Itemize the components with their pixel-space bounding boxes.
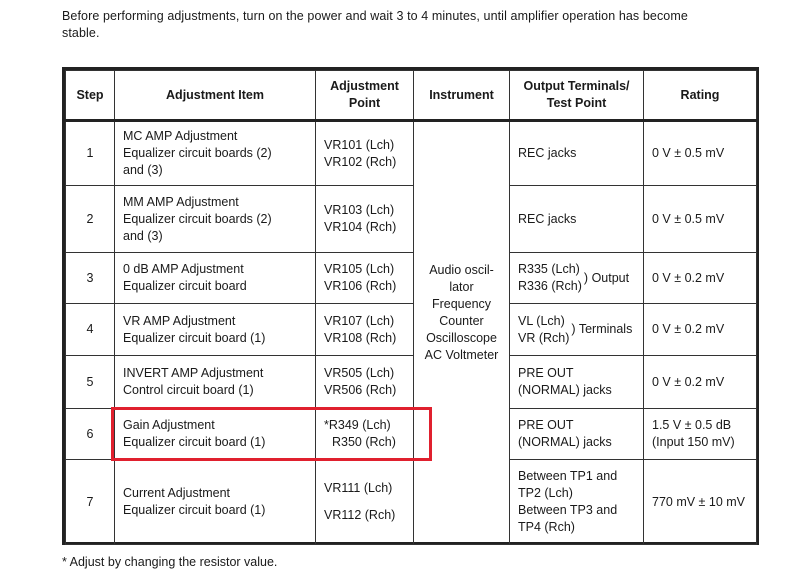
table-row bbox=[66, 304, 757, 356]
step-cell: 1 bbox=[66, 121, 115, 186]
header-instrument: Instrument bbox=[414, 71, 510, 121]
point-cell: VR505 (Lch) VR506 (Rch) bbox=[316, 356, 414, 409]
header-point: Adjustment Point bbox=[316, 71, 414, 121]
adjustment-table-frame bbox=[62, 67, 759, 545]
intro-line-2: stable. bbox=[62, 26, 100, 40]
rating-cell: 1.5 V ± 0.5 dB (Input 150 mV) bbox=[644, 409, 757, 460]
footnote: * Adjust by changing the resistor value. bbox=[62, 555, 278, 569]
item-cell: VR AMP Adjustment Equalizer circuit board (1) bbox=[115, 304, 316, 356]
step-cell: 6 bbox=[66, 409, 115, 460]
table-row bbox=[66, 460, 757, 545]
output-cell: REC jacks bbox=[510, 121, 644, 186]
item-cell: MC AMP Adjustment Equalizer circuit boards (2) and (3) bbox=[115, 121, 316, 186]
output-cell: VL (Lch) VR (Rch) ) Terminals bbox=[510, 304, 644, 356]
output-cell: Between TP1 and TP2 (Lch) Between TP3 and TP4 (Rch) bbox=[510, 460, 644, 545]
table-row bbox=[66, 356, 757, 409]
step-cell: 4 bbox=[66, 304, 115, 356]
adjustment-table bbox=[65, 70, 757, 545]
rating-cell: 0 V ± 0.2 mV bbox=[644, 356, 757, 409]
intro-paragraph bbox=[62, 8, 782, 42]
header-rating: Rating bbox=[644, 71, 757, 121]
output-cell: PRE OUT (NORMAL) jacks bbox=[510, 409, 644, 460]
point-cell: VR107 (Lch) VR108 (Rch) bbox=[316, 304, 414, 356]
item-cell: Current Adjustment Equalizer circuit board (1) bbox=[115, 460, 316, 545]
item-cell: MM AMP Adjustment Equalizer circuit boards (2) and (3) bbox=[115, 186, 316, 253]
output-suffix: ) Terminals bbox=[571, 322, 633, 336]
output-cell: R335 (Lch) R336 (Rch) ) Output bbox=[510, 253, 644, 304]
table-row bbox=[66, 186, 757, 253]
step-cell: 5 bbox=[66, 356, 115, 409]
instrument-cell: Audio oscil- lator Frequency Counter Oscilloscope AC Voltmeter bbox=[414, 121, 510, 545]
table-header-row bbox=[66, 71, 757, 121]
step-cell: 2 bbox=[66, 186, 115, 253]
output-cell: REC jacks bbox=[510, 186, 644, 253]
step-cell: 3 bbox=[66, 253, 115, 304]
rating-cell: 0 V ± 0.5 mV bbox=[644, 186, 757, 253]
step-cell: 7 bbox=[66, 460, 115, 545]
header-step: Step bbox=[66, 71, 115, 121]
rating-cell: 0 V ± 0.2 mV bbox=[644, 253, 757, 304]
point-cell: VR105 (Lch) VR106 (Rch) bbox=[316, 253, 414, 304]
rating-cell: 0 V ± 0.2 mV bbox=[644, 304, 757, 356]
point-cell: *R349 (Lch) R350 (Rch) bbox=[316, 409, 414, 460]
rating-cell: 770 mV ± 10 mV bbox=[644, 460, 757, 545]
header-output: Output Terminals/ Test Point bbox=[510, 71, 644, 121]
output-cell: PRE OUT (NORMAL) jacks bbox=[510, 356, 644, 409]
highlight-box bbox=[111, 407, 432, 461]
point-cell: VR111 (Lch) VR112 (Rch) bbox=[316, 460, 414, 545]
header-item: Adjustment Item bbox=[115, 71, 316, 121]
rating-cell: 0 V ± 0.5 mV bbox=[644, 121, 757, 186]
table-row bbox=[66, 253, 757, 304]
intro-line-1: Before performing adjustments, turn on the power and wait 3 to 4 minutes, until amplifier operation has become bbox=[62, 9, 688, 23]
item-cell: INVERT AMP Adjustment Control circuit board (1) bbox=[115, 356, 316, 409]
table-row bbox=[66, 121, 757, 186]
output-suffix: ) Output bbox=[583, 270, 630, 285]
point-cell: VR103 (Lch) VR104 (Rch) bbox=[316, 186, 414, 253]
item-cell: Gain Adjustment Equalizer circuit board (1) bbox=[115, 409, 316, 460]
point-cell: VR101 (Lch) VR102 (Rch) bbox=[316, 121, 414, 186]
item-cell: 0 dB AMP Adjustment Equalizer circuit board bbox=[115, 253, 316, 304]
